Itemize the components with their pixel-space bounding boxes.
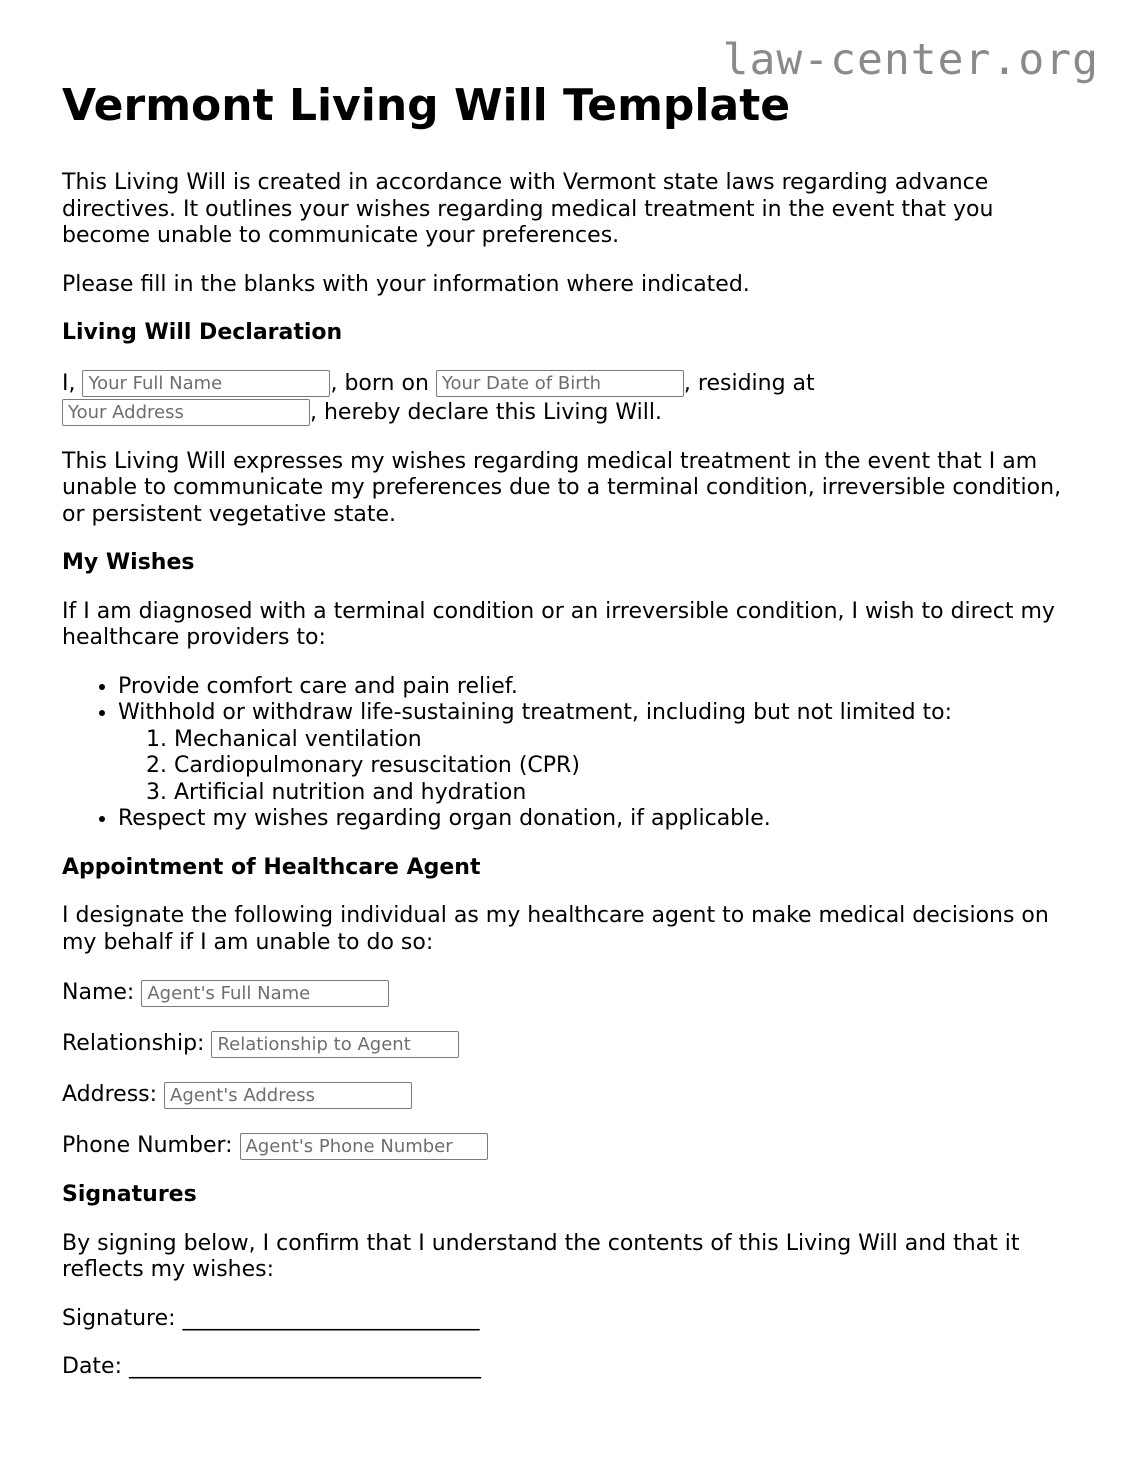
agent-phone-label: Phone Number: — [62, 1133, 233, 1158]
declaration-text-residing: , residing at — [683, 370, 815, 396]
wish-withhold-treatment — [118, 700, 1082, 806]
wishes-heading: My Wishes — [62, 550, 195, 575]
declaration-purpose: This Living Will expresses my wishes regarding medical treatment in the event that I am unable to communicate my preferences due to a terminal condition, irreversible condition, or persistent vegetative state. — [62, 448, 1062, 527]
instructions-paragraph: Please fill in the blanks with your information where indicated. — [62, 271, 750, 297]
signature-label: Signature: — [62, 1305, 176, 1331]
signature-blank[interactable]: ___________________________ — [182, 1305, 480, 1331]
agent-address-label: Address: — [62, 1082, 158, 1107]
treatment-item: 2. Cardiopulmonary resuscitation (CPR) — [174, 753, 1082, 780]
date-blank[interactable]: ________________________________ — [129, 1354, 481, 1379]
treatment-list — [118, 727, 1082, 807]
agent-relationship-label: Relationship: — [62, 1031, 205, 1056]
date-label: Date: — [62, 1354, 122, 1379]
agent-relationship-row — [62, 1029, 1082, 1058]
page-title: Vermont Living Will Template — [62, 80, 791, 131]
agent-relationship-field[interactable]: Relationship to Agent — [211, 1031, 459, 1058]
document-body — [62, 80, 1082, 1403]
agent-phone-row — [62, 1131, 1082, 1160]
agent-intro: I designate the following individual as my healthcare agent to make medical decisions on my behalf if I am unable to do so: — [62, 903, 1049, 955]
intro-paragraph: This Living Will is created in accordance with Vermont state laws regarding advance directives. It outlines your wishes regarding medical treatment in the event that you become unable to communicate your preferences. — [62, 170, 994, 248]
wish-organ-donation: • Respect my wishes regarding organ donation, if applicable. — [118, 806, 1082, 833]
agent-name-field[interactable]: Agent's Full Name — [141, 980, 389, 1007]
date-row — [62, 1354, 1082, 1381]
agent-phone-field[interactable]: Agent's Phone Number — [240, 1133, 488, 1160]
declaration-text-born: , born on — [330, 370, 429, 396]
signature-row — [62, 1306, 1082, 1333]
date-of-birth-field[interactable]: Your Date of Birth — [436, 370, 684, 397]
agent-address-row — [62, 1080, 1082, 1109]
full-name-field[interactable]: Your Full Name — [82, 370, 330, 397]
declaration-statement — [62, 369, 1082, 427]
wishes-intro: If I am diagnosed with a terminal condition or an irreversible condition, I wish to direct my healthcare providers to: — [62, 598, 1055, 650]
wish-withhold-label: Withhold or withdraw life-sustaining treatment, including but not limited to: — [118, 700, 953, 725]
agent-heading: Appointment of Healthcare Agent — [62, 854, 481, 880]
treatment-item: 1. Mechanical ventilation — [174, 727, 1082, 754]
agent-name-row — [62, 978, 1082, 1007]
declaration-heading: Living Will Declaration — [62, 320, 343, 345]
treatment-item: 3. Artificial nutrition and hydration — [174, 780, 1082, 807]
wish-comfort-care: • Provide comfort care and pain relief. — [118, 674, 1082, 701]
declaration-text-i: I, — [62, 370, 76, 396]
watermark: law-center.org — [722, 35, 1099, 85]
signatures-intro: By signing below, I confirm that I understand the contents of this Living Will and that it reflects my wishes: — [62, 1230, 1020, 1282]
declaration-section — [62, 369, 1082, 427]
address-field[interactable]: Your Address — [62, 399, 310, 426]
wishes-list — [62, 674, 1082, 833]
signatures-heading: Signatures — [62, 1182, 197, 1207]
declaration-text-hereby: , hereby declare this Living Will. — [310, 399, 662, 425]
agent-address-field[interactable]: Agent's Address — [164, 1082, 412, 1109]
agent-name-label: Name: — [62, 980, 135, 1005]
